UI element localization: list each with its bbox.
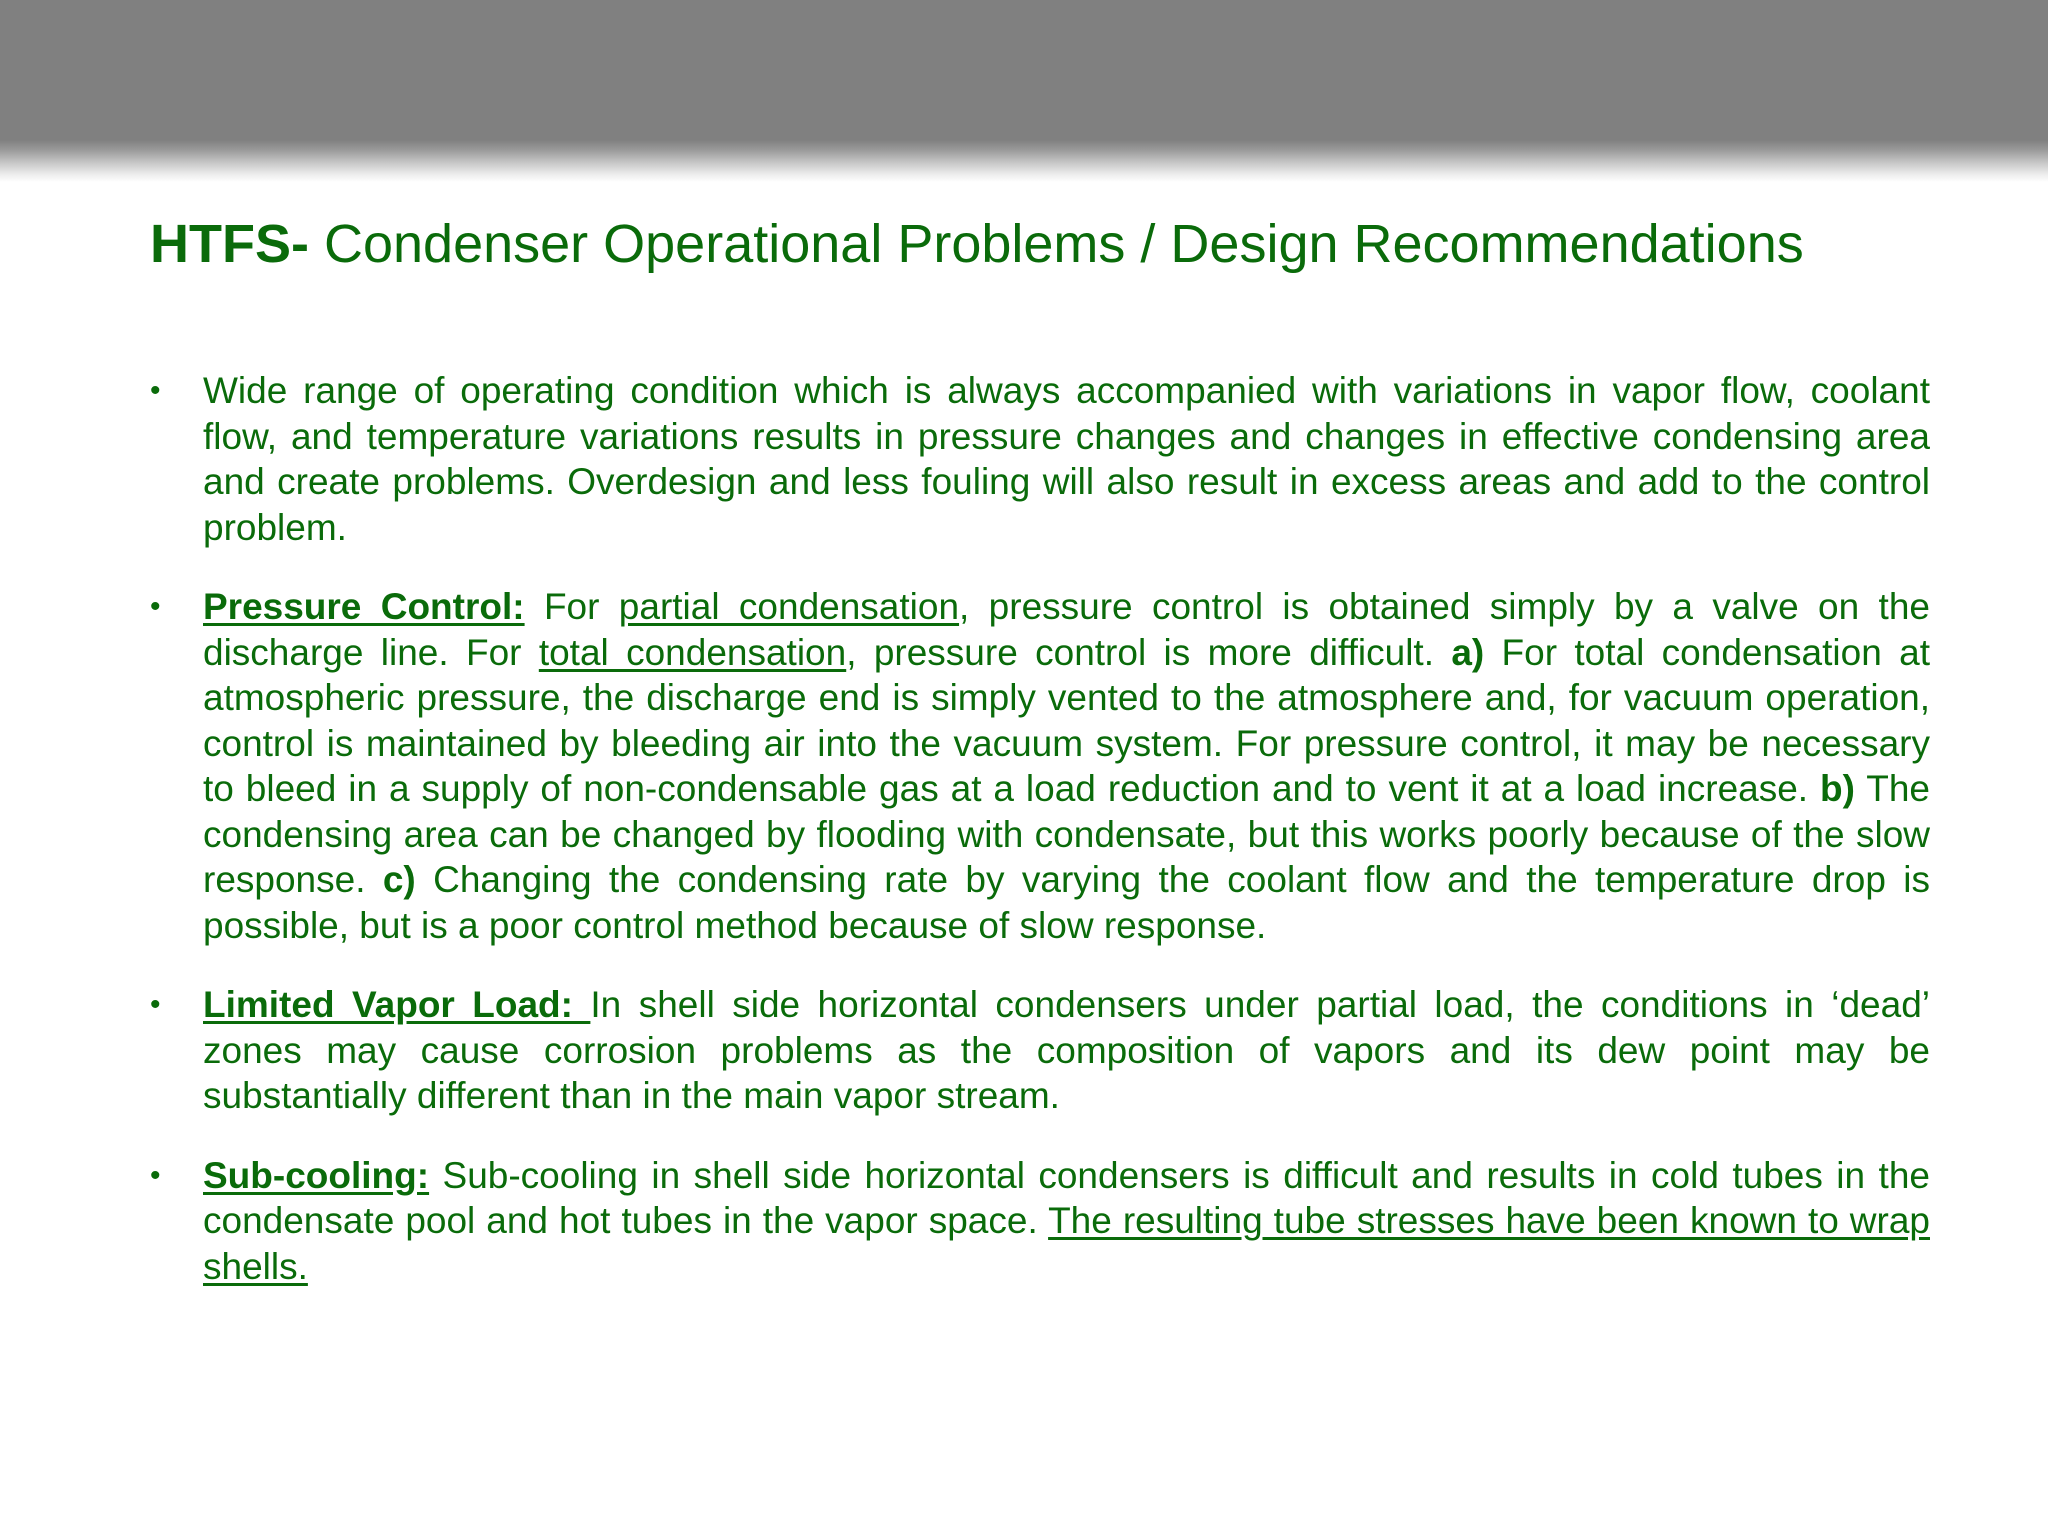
bullet-dot-icon: • <box>150 988 161 1021</box>
bullet-text: Sub-cooling in shell side horizontal condensers is difficult and results in cold tubes in the condensate pool and hot tubes in the vapor space. <box>203 1154 1930 1241</box>
slide-title <box>150 208 1950 280</box>
item-marker: a) <box>1451 631 1485 673</box>
bullet-dot-icon: • <box>150 1158 161 1192</box>
bullet-text: Wide range of operating condition which is always accompanied with variations in vapor flow, coolant flow, and temperature variations results in pressure changes and changes in effective condensing area and create problems. Overdesign and less fouling will also result in excess areas and add to the control problem. <box>203 370 1930 548</box>
title-prefix: HTFS- <box>150 214 309 274</box>
bullet-text: Changing the condensing rate by varying the coolant flow and the temperature drop is possible, but is a poor control method because of slow response. <box>203 859 1930 946</box>
item-marker: c) <box>382 859 416 900</box>
bullet-text: , pressure control is more difficult. <box>846 631 1452 673</box>
title-text: Condenser Operational Problems / Design Recommendations <box>308 214 1804 274</box>
bullet-text: The condensing area can be changed by flooding with condensate, but this works poorly because of the slow response. <box>203 768 1930 900</box>
bullet-text: For total condensation at atmospheric pressure, the discharge end is simply vented to the atmosphere and, for vacuum operation, control is maintained by bleeding air into the vacuum system. For pressure control, it may be necessary to bleed in a supply of non-condensable gas at a load reduction and to vent it at a load increase. <box>203 631 1930 809</box>
bullet-pressure-control <box>150 584 1930 948</box>
bullet-heading: Limited Vapor Load: <box>203 984 591 1025</box>
bullet-heading: Sub-cooling: <box>203 1154 430 1196</box>
bullet-text: , pressure control is obtained simply by a valve on the discharge line. For <box>203 586 1930 673</box>
bullet-list <box>150 368 1930 1323</box>
underlined-term: partial condensation <box>618 586 960 627</box>
bullet-heading: Pressure Control: <box>203 586 525 627</box>
header-band <box>0 0 2048 182</box>
bullet-operating-conditions <box>150 368 1930 550</box>
bullet-dot-icon: • <box>150 374 161 407</box>
bullet-text: In shell side horizontal condensers under partial load, the conditions in ‘dead’ zones may cause corrosion problems as the composition of vapors and its dew point may be substantially different than in the main vapor stream. <box>203 984 1931 1116</box>
item-marker: b) <box>1820 768 1855 809</box>
underlined-sentence: The resulting tube stresses have been known to wrap shells. <box>203 1200 1930 1287</box>
bullet-limited-vapor-load <box>150 982 1930 1119</box>
bullet-dot-icon: • <box>150 590 161 623</box>
bullet-sub-cooling <box>150 1153 1930 1290</box>
underlined-term: total condensation <box>538 631 847 673</box>
bullet-text: For <box>524 586 619 627</box>
